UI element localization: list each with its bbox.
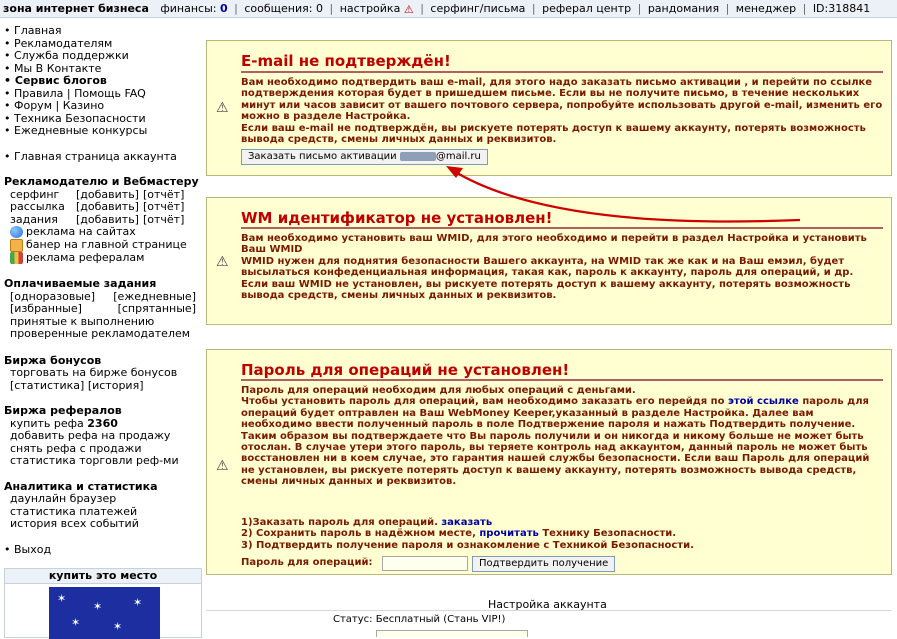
password-warning-panel [206, 349, 892, 575]
top-nav-bar [0, 0, 897, 18]
referral-center-link[interactable]: реферал центр [542, 2, 632, 15]
separator: | [802, 2, 807, 15]
wmid-warning-title: WM идентификатор не установлен! [241, 209, 553, 227]
section-paid-tasks-title: Оплачиваемые задания [4, 277, 157, 290]
password-field-label: Пароль для операций: [241, 557, 373, 568]
email-warning-title: E-mail не подтверждён! [241, 52, 451, 70]
password-steps [241, 517, 885, 551]
ad-banner-image [49, 587, 160, 639]
accepted-tasks-link[interactable]: принятые к выполнению [10, 314, 155, 328]
order-password-link[interactable]: заказать [441, 517, 493, 528]
user-id: ID:318841 [812, 2, 871, 15]
ad-row-label: рассылка [10, 200, 65, 213]
sidebar-item-account-home[interactable]: • Главная страница аккаунта [4, 149, 177, 163]
password-paragraph-2-start: Чтобы установить пароль для операций, вам необходимо заказать его перейдя по [241, 396, 725, 408]
sidebar-item-rules[interactable]: • Правила | Помощь FAQ [4, 86, 146, 100]
sidebar-item-advertisers[interactable]: • Рекламодателям [4, 36, 113, 50]
finances-link[interactable] [152, 0, 227, 17]
banner-icon [10, 239, 23, 252]
banner-main-label: банер на главной странице [26, 237, 187, 251]
email-warning-text [241, 77, 885, 145]
divider [241, 71, 883, 73]
operation-password-input[interactable] [382, 556, 468, 571]
divider [241, 379, 883, 381]
order-activation-email-button[interactable] [241, 149, 488, 165]
step-2 [241, 528, 885, 539]
sidebar-item-security[interactable]: • Техника Безопасности [4, 111, 146, 125]
star-icon: ✶ [133, 596, 143, 609]
favorite-tasks-link[interactable]: [избранные] [10, 302, 82, 315]
sidebar-item-label: Техника Безопасности [14, 111, 146, 125]
sidebar-item-support[interactable]: • Служба поддержки [4, 49, 129, 62]
separator: | [234, 2, 238, 15]
sidebar-item-label: Главная [14, 24, 62, 37]
password-paragraph-1: Пароль для операций необходим для любых операций с деньгами. [241, 385, 636, 396]
star-icon: ✶ [71, 616, 81, 629]
report-mailing-link[interactable]: [отчёт] [142, 200, 185, 213]
separator: | [725, 2, 730, 15]
referral-ads-label: реклама рефералам [26, 250, 145, 264]
separator: | [531, 2, 536, 15]
star-icon: ✶ [57, 592, 67, 605]
step-2-text: 2) Сохранить пароль в надёжном месте, [241, 528, 476, 540]
email-warning-risk: Если ваш e-mail не подтверждён, вы рискуете потерять доступ к вашему аккаунту, потерять возможность вывода средств, смены личных данных и реквизитов. [241, 122, 866, 146]
ad-row-label: серфинг [10, 187, 60, 201]
ad-sites-link[interactable] [4, 226, 200, 239]
add-surfing-link[interactable]: [добавить] [76, 187, 139, 201]
report-surfing-link[interactable]: [отчёт] [142, 187, 185, 201]
settings-link[interactable]: настройка [339, 2, 401, 15]
step-1-text: 1)Заказать пароль для операций. [241, 517, 438, 528]
downline-browser-link[interactable]: даунлайн браузер [10, 492, 117, 505]
messages-link[interactable]: сообщения: 0 [244, 2, 323, 15]
warning-icon: ⚠ [216, 254, 229, 270]
sell-referral-link[interactable]: добавить рефа на продажу [10, 429, 171, 442]
step-1 [241, 517, 885, 528]
redacted-email [400, 152, 436, 161]
account-settings-section [206, 610, 892, 637]
chart-icon [10, 252, 23, 264]
email-warning-panel [206, 40, 892, 176]
referral-stats-link[interactable]: статистика торговли реф-ми [10, 454, 179, 467]
bonus-stats-link[interactable]: [статистика] [история] [10, 378, 144, 392]
wmid-paragraph-2: WMID нужен для поднятия безопасности Вашего аккаунта, на WMID так же как и на Ваш емэил, будет высылаться конфеденциальная информация, такая как, пароль к аккаунту, пароль для операций, и др. [241, 255, 854, 279]
sidebar-item-label: Мы В Контакте [14, 61, 102, 75]
divider [241, 227, 883, 229]
ad-place-title: купить это место [5, 569, 201, 584]
add-tasks-link[interactable]: [добавить] [76, 212, 139, 226]
sidebar-item-label: Правила | Помощь FAQ [14, 86, 146, 100]
password-warning-text [241, 385, 885, 488]
wmid-paragraph-1: Вам необходимо установить ваш WMID, для этого необходимо и перейти в раздел Настройка и установить Ваш WMID [241, 233, 867, 256]
buy-referral-count: 2360 [87, 416, 118, 430]
report-tasks-link[interactable]: [отчёт] [142, 212, 185, 226]
email-warning-paragraph: Вам необходимо подтвердить ваш e-mail, для этого надо заказать письмо активации , и перейти по ссылке подтверждения которая будет в пришедшем письме. Если вы не получите письмо, в течение нескольких минут или часов зависит от вашего почтового сервера, попробуйте использовать другой e-mail, изменить его можно в разделе Настройка. [241, 77, 883, 123]
manager-link[interactable]: менеджер [735, 2, 797, 15]
password-warning-title: Пароль для операций не установлен! [241, 361, 570, 379]
globe-icon [10, 226, 23, 238]
banner-main-link[interactable] [4, 239, 200, 252]
step-2-rest: Технику Безопасности. [542, 528, 677, 540]
email-domain: @mail.ru [435, 151, 481, 162]
warning-icon: ⚠ [216, 458, 229, 474]
daily-tasks-link[interactable]: [ежедневные] [113, 289, 196, 303]
brand-title: зона интернет бизнеса [3, 2, 149, 15]
sidebar-item-vkontakte[interactable]: • Мы В Контакте [4, 61, 102, 75]
confirm-receipt-button[interactable]: Подтвердить получение [472, 556, 615, 572]
remove-referral-link[interactable]: снять рефа с продажи [10, 441, 142, 455]
events-history-link[interactable]: история всех событий [10, 517, 139, 530]
buy-referral-label: купить рефа [10, 416, 84, 430]
sidebar [4, 25, 200, 556]
wmid-warning-panel [206, 197, 892, 325]
verified-tasks-link[interactable]: проверенные рекламодателем [10, 327, 191, 340]
password-paragraph-2 [241, 396, 885, 487]
star-icon: ✶ [93, 600, 103, 613]
separator: | [637, 2, 642, 15]
warning-icon: ⚠ [403, 2, 414, 16]
password-paragraph-2-rest: пароль для операций будет оптравлен на Ваш WebMoney Keeper,указанный в разделе Настройка. Далее вам необходимо ввести полученный пароль в поле Подтвержение пароля и нажать Подтвердить получение. Таким образом вы подтверждаете что Вы пароль получили и он никогда и никому больше не может быть отослан. В случае утери этого пароль, вы теряете контроль над аккаунтом, данный пароль не может быть восстановлен ни в коем случае, это гарантия нашей службы безопасности. Если ваш Пароль для операций не установлен, вы рискуете потерять доступ к вашему аккаунту, потерять возможность вывода средств, смены личных данных и реквизитов. [241, 396, 870, 488]
ad-row-label: задания [10, 212, 58, 226]
finances-value: 0 [220, 2, 228, 15]
sidebar-item-forum[interactable]: • Форум | Казино [4, 99, 105, 112]
one-time-tasks-link[interactable]: [одноразовые] [10, 289, 96, 303]
sidebar-item-label: Служба поддержки [14, 49, 129, 62]
sidebar-item-label: Сервис блогов [14, 74, 107, 87]
sidebar-item-label: Ежедневные конкурсы [14, 124, 148, 137]
status-label: Статус: [333, 614, 373, 625]
sidebar-item-home[interactable]: • Главная [4, 24, 62, 37]
sidebar-item-contests[interactable]: • Ежедневные конкурсы [4, 124, 148, 137]
star-icon: ✶ [113, 620, 123, 633]
ad-place-box[interactable] [4, 568, 202, 638]
read-security-link[interactable]: прочитать [479, 528, 539, 540]
sidebar-item-label: Главная страница аккаунта [14, 149, 177, 163]
sidebar-item-label: Рекламодателям [14, 36, 113, 50]
sidebar-item-label: Форум | Казино [14, 99, 105, 112]
ad-sites-label: реклама на сайтах [26, 225, 136, 238]
this-link[interactable]: этой ссылке [727, 396, 799, 408]
wmid-warning-text [241, 233, 885, 301]
finances-label: финансы: [160, 2, 217, 15]
randomania-link[interactable]: рандомания [647, 2, 720, 15]
separator: | [420, 2, 424, 15]
sidebar-item-service-blogs[interactable]: • Сервис блогов [4, 74, 107, 87]
add-mailing-link[interactable]: [добавить] [76, 200, 139, 213]
step-3-text: 3) Подтвердить получение пароля и ознакомление с Техникой Безопасности. [241, 539, 694, 551]
account-status [333, 614, 505, 625]
section-referrals-title: Биржа рефералов [4, 404, 122, 417]
section-bonus-title: Биржа бонусов [4, 353, 102, 367]
logout-label: Выход [14, 542, 52, 556]
payment-stats-link[interactable]: статистика платежей [10, 504, 138, 518]
tasks-row-2 [4, 303, 200, 316]
account-settings-title: Настройка аккаунта [488, 598, 607, 611]
separator: | [329, 2, 334, 15]
section-analytics-title: Аналитика и статистика [4, 479, 158, 493]
hidden-tasks-link[interactable]: [спрятанные] [117, 302, 196, 315]
surfing-link[interactable]: серфинг/письма [430, 2, 526, 15]
ad-row-mailing [4, 201, 200, 214]
warning-icon: ⚠ [216, 100, 229, 116]
status-value: Бесплатный (Стань VIP!) [375, 614, 506, 625]
section-advertiser-title: Рекламодателю и Вебмастеру [4, 175, 199, 188]
wmid-paragraph-3: Если ваш WMID не установлен, вы рискуете потерять доступ к вашему аккаунту, потерять возможность вывода средств, смены личных данных и реквизитов. [241, 278, 851, 302]
bonus-trade-link[interactable]: торговать на бирже бонусов [10, 366, 178, 379]
referral-ads-link[interactable] [4, 252, 200, 265]
logout-link[interactable]: • Выход [4, 542, 52, 556]
order-activation-label: Заказать письмо активации [248, 151, 397, 162]
